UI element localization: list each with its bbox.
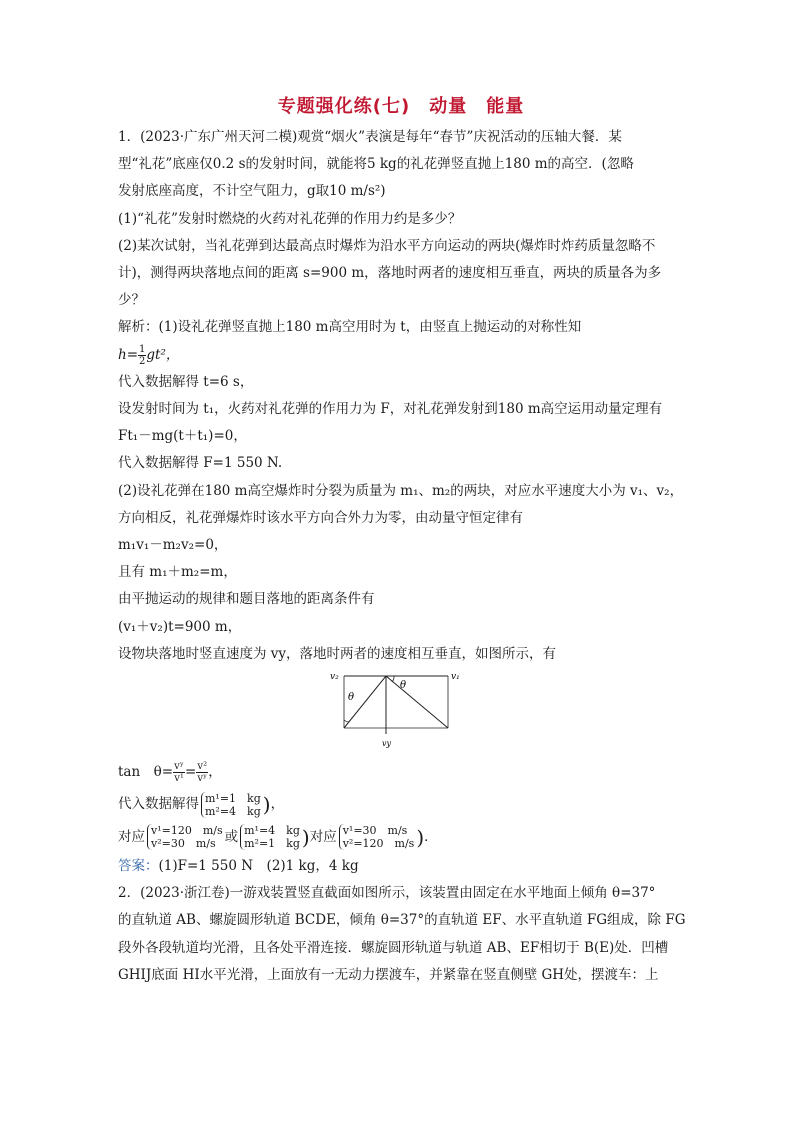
fraction [173,761,185,784]
page-title: 专题强化练(七) 动量 能量 [277,96,525,117]
close-paren: ) [301,825,310,850]
question-2: (2)某次试射，当礼花弹到达最高点时爆炸为沿水平方向运动的两块(爆炸时炸药质量忽略不 [118,237,656,254]
equation-system [240,824,300,850]
solution-line: (v₁＋v₂)t=900 m， [118,618,242,635]
solution-line: 设物块落地时竖直速度为 vy，落地时两者的速度相互垂直，如图所示，有 [118,645,557,662]
equation-mass [118,788,684,821]
problem2-line: GHIJ底面 HI水平光滑，上面放有一无动力摆渡车，并紧靠在竖直侧壁 GH处，摆渡车：上 [118,966,659,983]
equation-tan [118,756,684,788]
close-paren: ) [416,825,425,850]
question-2: 少？ [118,292,145,309]
question-2: 计)，测得两块落地点间的距离 s=900 m，落地时两者的速度相互垂直，两块的质量各为多 [118,265,662,282]
system-row: m²=1 kg [244,837,300,851]
velocity-diagram-svg [328,670,478,756]
system-row: m²=4 kg [205,804,261,818]
equation-correspondence [118,821,684,854]
answer-line [118,853,684,880]
system-row: v²=30 m/s [151,837,216,851]
solution-line: 且有 m₁＋m₂=m， [118,564,237,581]
problem2-line: 段外各段轨道均光滑，且各处平滑连接．螺旋圆形轨道与轨道 AB、EF相切于 B(E)处．凹槽 [118,939,669,956]
question-1: (1)“礼花”发射时燃烧的火药对礼花弹的作用力约是多少？ [118,210,462,227]
angle-arc-bottom [344,720,349,722]
solution-line: 代入数据解得 t=6 s， [118,373,254,390]
answer-text: (1)F=1 550 N (2)1 kg，4 kg [158,858,359,875]
fraction-numerator: v² [197,761,208,773]
solution-line: m₁v₁－m₂v₂=0， [118,537,228,554]
problem1-line: 发射底座高度，不计空气阻力，g取10 m/s²) [118,183,386,200]
system-row: v¹=120 m/s [151,824,223,838]
fraction [196,761,208,784]
corr-lhs: 对应 [118,828,145,845]
problem1-line: 1．(2023·广东广州天河二模)观赏“烟火”表演是每年“春节”庆祝活动的压轴大餐．某 [118,129,622,145]
solution-line: 由平抛运动的规律和题目落地的距离条件有 [118,591,375,608]
solution-line: 代入数据解得 F=1 550 N. [118,455,283,472]
label-vy: vy [382,739,392,749]
velocity-diagram [118,668,684,756]
eq-lhs: h= [118,346,139,363]
equation-system [201,792,261,818]
punct: ， [270,796,285,813]
solution-line: 设发射时间为 t₁，火药对礼花弹的作用力为 F，对礼花弹发射到180 m高空运用动量定理有 [118,401,663,418]
fraction-numerator: vʸ [174,761,184,773]
problem2-line: 2．(2023·浙江卷)一游戏装置竖直截面如图所示，该装置由固定在水平地面上倾角 θ=37° [118,885,656,902]
equation-system [339,824,415,850]
fraction-denominator: 2 [139,355,146,367]
equation-system [147,824,223,850]
fraction-denominator: v¹ [174,773,184,785]
label-v1: v₁ [451,672,460,683]
document-page [118,92,684,989]
solution-line: (2)设礼花弹在180 m高空爆炸时分裂为质量为 m₁、m₂的两块，对应水平速度大小为 v₁、v₂， [118,482,684,499]
fraction-numerator: 1 [139,343,146,355]
corr-mid: 对应 [309,828,337,845]
system-row: v¹=30 m/s [342,824,408,838]
label-theta-left: θ [348,692,355,704]
problem1-line: 型“礼花”底座仅0.2 s的发射时间，就能将5 kg的礼花弹竖直抛上180 m的高空．(忽略 [118,156,634,173]
right-resultant [386,676,448,728]
close-paren: ) [262,792,271,817]
punct: ． [424,828,438,845]
problem2-line: 的直轨道 AB、螺旋圆形轨道 BCDE，倾角 θ=37°的直轨道 EF、水平直轨道 FG组成，除 FG [118,912,686,929]
punct: ， [208,764,222,781]
corr-or: 或 [224,828,239,845]
fraction-denominator: vʸ [197,773,208,785]
system-row: m¹=1 kg [205,791,261,805]
solution-line: Ft₁－mg(t＋t₁)=0， [118,428,247,445]
system-row: m¹=4 kg [244,824,300,838]
answer-label: 答案： [118,858,159,875]
eq-rhs: gt²， [146,346,180,363]
solution-line: 方向相反，礼花弹爆炸时该水平方向合外力为零，由动量守恒定律有 [118,509,523,526]
equals-sign: = [185,764,197,781]
sub-lhs: 代入数据解得 [118,796,199,813]
angle-arc-top [392,676,394,682]
tan-lhs: tan θ= [118,764,174,781]
label-theta-top: θ [400,680,407,692]
equation-h [118,342,684,369]
label-v2: v₂ [330,672,339,683]
system-row: v²=120 m/s [342,837,415,851]
solution-line: 解析：(1)设礼花弹竖直抛上180 m高空用时为 t，由竖直上抛运动的对称性知 [118,319,582,336]
